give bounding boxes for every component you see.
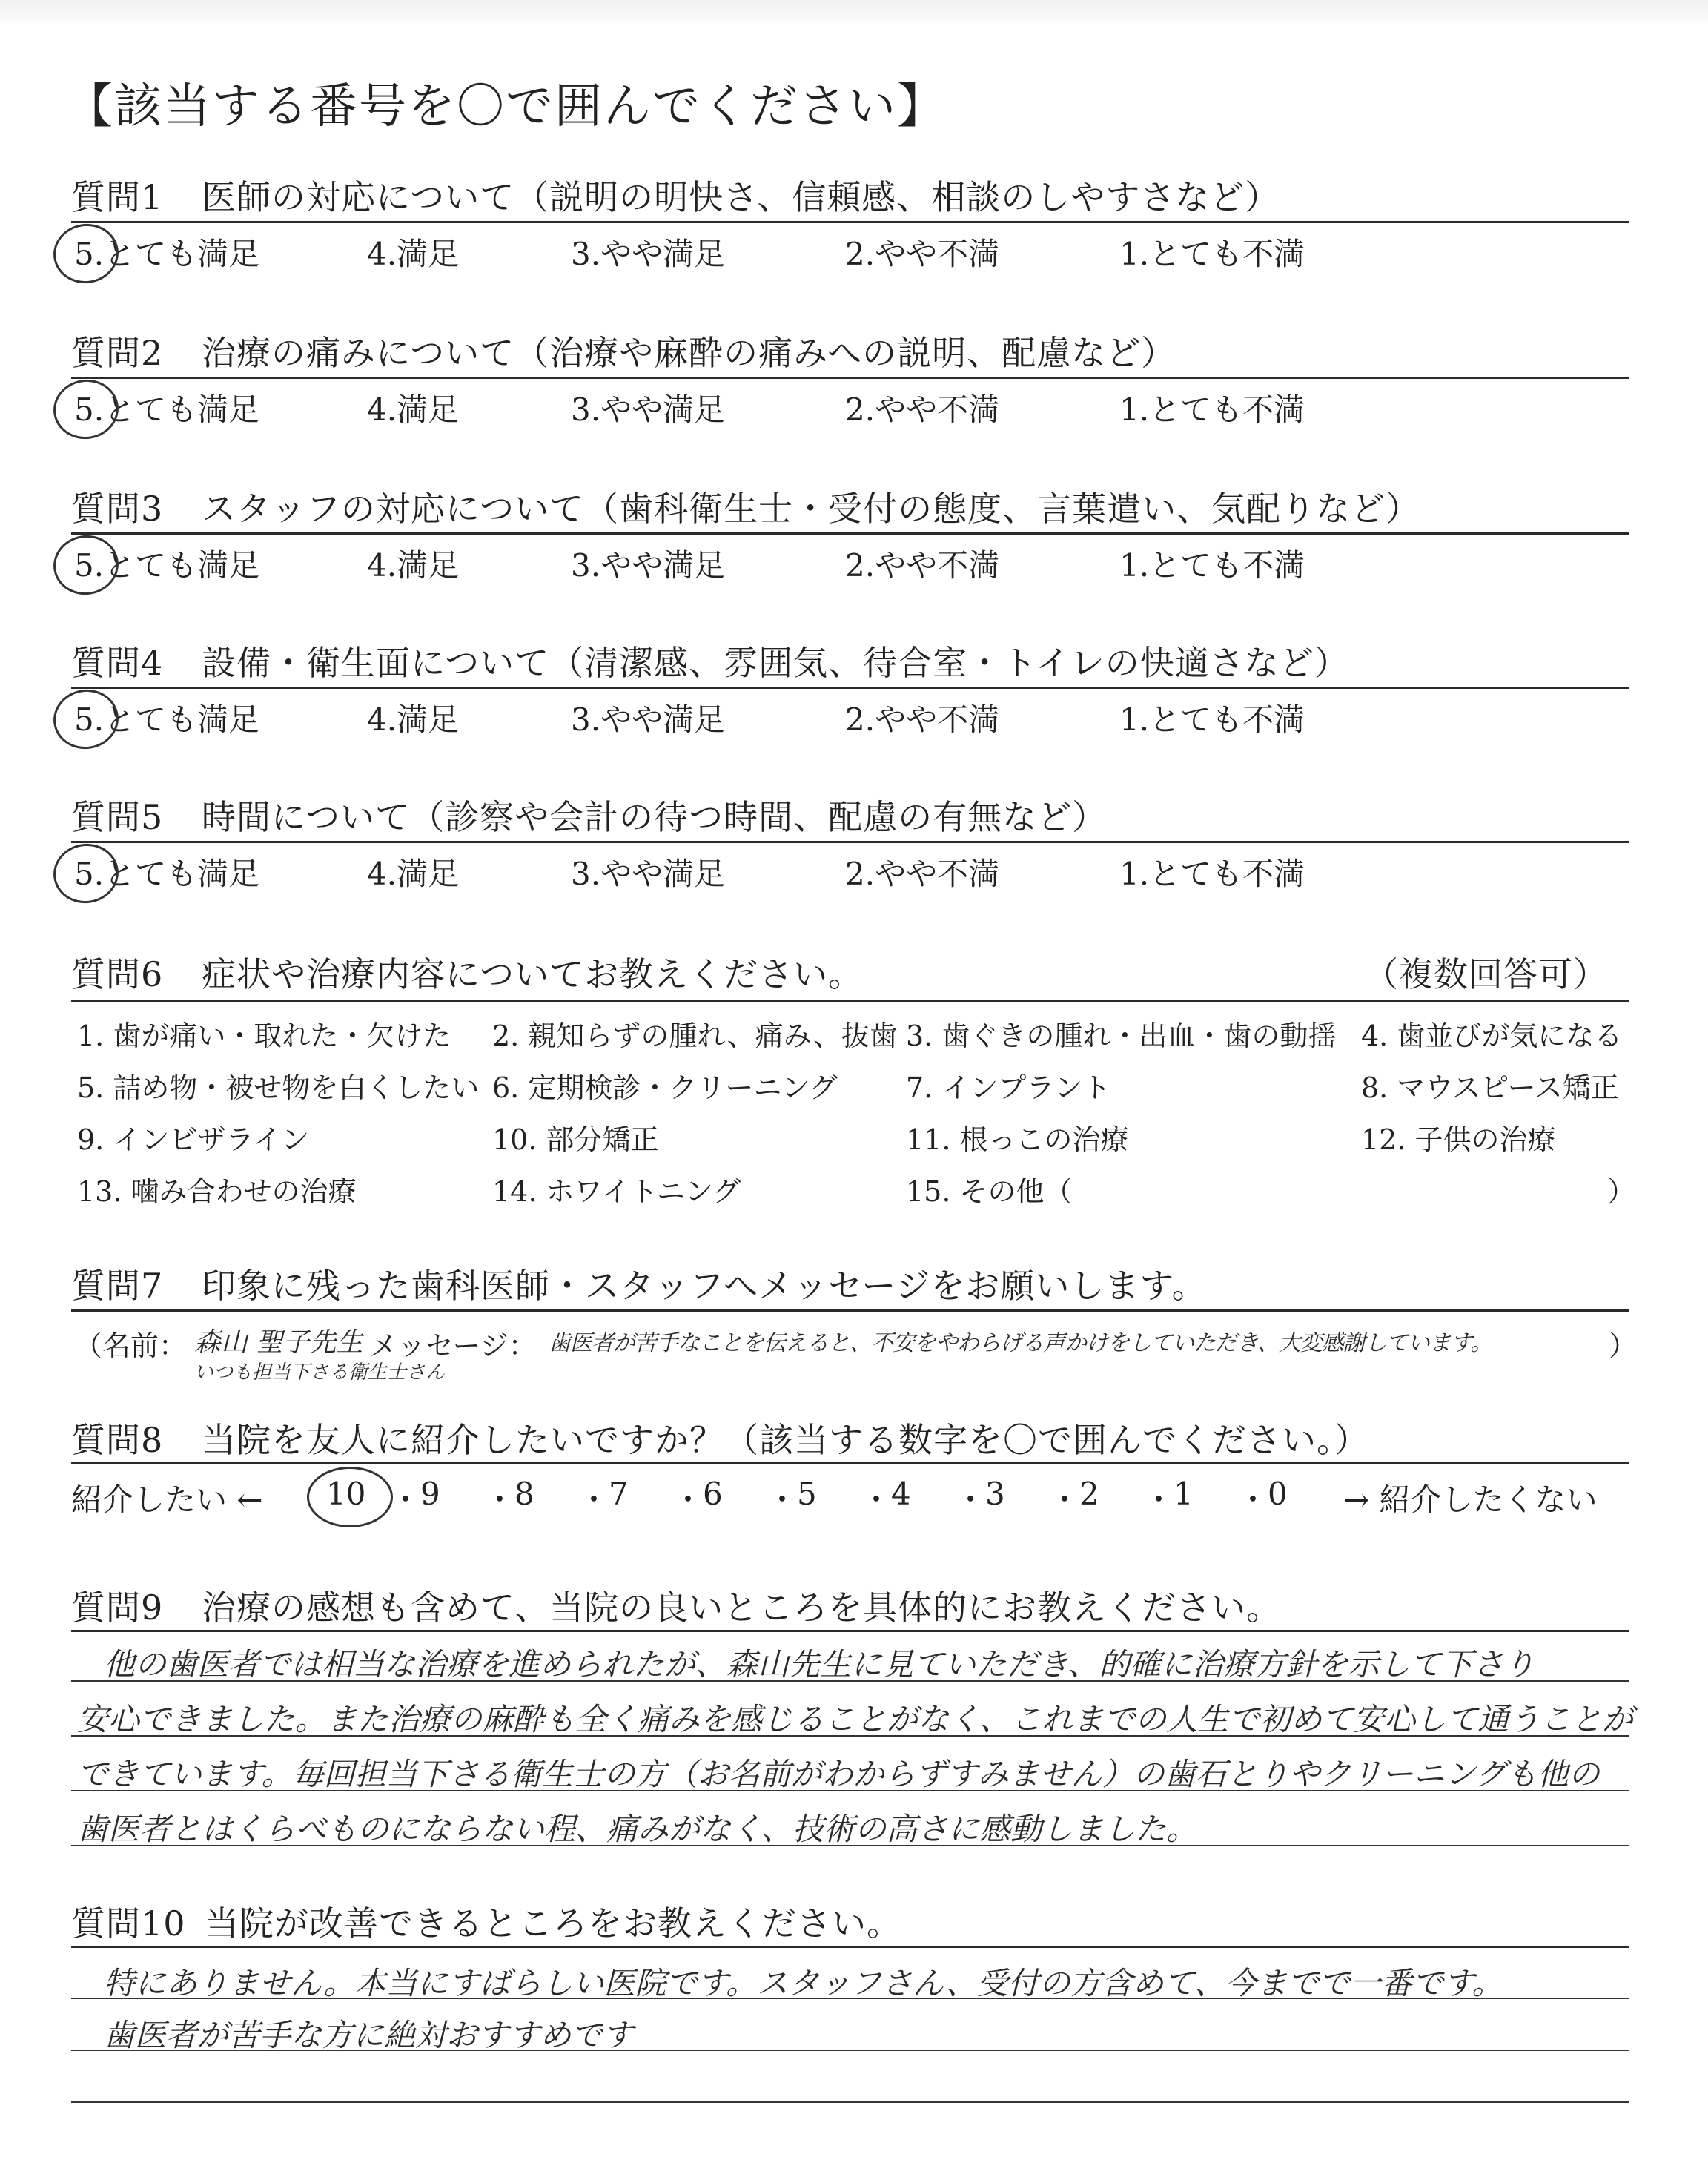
q1-title bbox=[71, 171, 1280, 219]
q4-number: 質問4 bbox=[71, 643, 164, 683]
q10-answer-line[interactable]: 特にありません。本当にすばらしい医院です。スタッフさん、受付の方含めて、今までで一番です。 bbox=[104, 1965, 1503, 2001]
q5-option[interactable]: 4.満足 bbox=[367, 856, 460, 892]
q5-rule bbox=[71, 841, 1629, 843]
q8-scale-separator: ・ bbox=[767, 1482, 798, 1518]
q6-option[interactable]: 14. ホワイトニング bbox=[492, 1175, 741, 1208]
q10-title bbox=[71, 1897, 901, 1946]
q2-rule bbox=[71, 377, 1629, 379]
q8-scale-separator: ・ bbox=[955, 1482, 987, 1518]
q8-scale-separator: ・ bbox=[1237, 1482, 1269, 1518]
q5-number: 質問5 bbox=[71, 797, 164, 837]
q3-option[interactable]: 4.満足 bbox=[367, 547, 460, 584]
q8-title bbox=[71, 1413, 1369, 1462]
q6-option[interactable]: 6. 定期検診・クリーニング bbox=[492, 1071, 838, 1104]
q1-option[interactable]: 2.やや不満 bbox=[845, 236, 1000, 272]
q6-title bbox=[71, 948, 863, 997]
q3-number: 質問3 bbox=[71, 489, 164, 529]
q4-option[interactable]: 2.やや不満 bbox=[845, 701, 1000, 738]
q6-title-text: 症状や治療内容についてお教えください。 bbox=[202, 954, 864, 994]
q8-scale-separator: ・ bbox=[672, 1482, 704, 1518]
q9-rule bbox=[71, 1630, 1629, 1632]
q6-option[interactable]: 7. インプラント bbox=[906, 1071, 1111, 1104]
q8-scale-value[interactable]: 10 bbox=[326, 1476, 366, 1512]
q8-scale-value[interactable]: 9 bbox=[420, 1476, 440, 1512]
q4-title bbox=[71, 636, 1349, 685]
q9-title-text: 治療の感想も含めて、当院の良いところを具体的にお教えください。 bbox=[202, 1588, 1282, 1628]
q8-scale-value[interactable]: 6 bbox=[703, 1476, 723, 1512]
q3-option[interactable]: 1.とても不満 bbox=[1119, 547, 1305, 584]
q6-option[interactable]: 3. 歯ぐきの腫れ・出血・歯の動揺 bbox=[906, 1020, 1337, 1052]
q4-option[interactable]: 4.満足 bbox=[367, 701, 460, 738]
q5-option[interactable]: 2.やや不満 bbox=[845, 856, 1000, 892]
q8-left-label: 紹介したい ← bbox=[71, 1482, 263, 1518]
q8-scale-value[interactable]: 1 bbox=[1174, 1476, 1194, 1512]
q7-close-paren: ） bbox=[1609, 1330, 1638, 1362]
q10-number: 質問10 bbox=[71, 1903, 186, 1943]
q2-option[interactable]: 3.やや満足 bbox=[571, 392, 726, 428]
q6-option[interactable]: 9. インビザライン bbox=[77, 1123, 310, 1156]
q6-option[interactable]: 1. 歯が痛い・取れた・欠けた bbox=[77, 1020, 451, 1052]
q2-option[interactable]: 1.とても不満 bbox=[1119, 392, 1305, 428]
q8-scale-value[interactable]: 5 bbox=[797, 1476, 817, 1512]
q2-number: 質問2 bbox=[71, 333, 164, 373]
q6-option[interactable]: 5. 詰め物・被せ物を白くしたい bbox=[77, 1071, 480, 1104]
q2-title-text: 治療の痛みについて（治療や麻酔の痛みへの説明、配慮など） bbox=[202, 333, 1176, 373]
q1-option[interactable]: 1.とても不満 bbox=[1119, 236, 1305, 272]
q1-option[interactable]: 3.やや満足 bbox=[571, 236, 726, 272]
q6-number: 質問6 bbox=[71, 954, 164, 994]
q4-title-text: 設備・衛生面について（清潔感、雰囲気、待合室・トイレの快適さなど） bbox=[202, 643, 1349, 683]
q9-answer-line[interactable]: 他の歯医者では相当な治療を進められたが、森山先生に見ていただき、的確に治療方針を示して下さり bbox=[104, 1646, 1535, 1682]
q3-option[interactable]: 5.とても満足 bbox=[74, 547, 260, 584]
q7-name-value[interactable]: 森山 聖子先生 bbox=[194, 1327, 363, 1358]
q5-option[interactable]: 3.やや満足 bbox=[571, 856, 726, 892]
q7-name-value2[interactable]: いつも担当下さる衛生士さん bbox=[194, 1361, 446, 1384]
q3-title-text: スタッフの対応について（歯科衛生士・受付の態度、言葉遣い、気配りなど） bbox=[202, 489, 1421, 529]
q1-option[interactable]: 5.とても満足 bbox=[74, 236, 260, 272]
q8-scale-value[interactable]: 4 bbox=[891, 1476, 911, 1512]
q4-option[interactable]: 5.とても満足 bbox=[74, 701, 260, 738]
q3-option[interactable]: 2.やや不満 bbox=[845, 547, 1000, 584]
q8-scale-separator: ・ bbox=[861, 1482, 893, 1518]
q9-answer-line[interactable]: できています。毎回担当下さる衛生士の方（お名前がわからずすみません）の歯石とりやクリーニングも他の bbox=[77, 1756, 1600, 1792]
q6-option[interactable]: 2. 親知らずの腫れ、痛み、抜歯 bbox=[492, 1020, 898, 1052]
q5-option[interactable]: 5.とても満足 bbox=[74, 856, 260, 892]
q8-scale-value[interactable]: 2 bbox=[1079, 1476, 1099, 1512]
q9-title bbox=[71, 1581, 1281, 1630]
q8-scale-separator: ・ bbox=[1143, 1482, 1175, 1518]
q3-title bbox=[71, 482, 1420, 531]
q6-option[interactable]: 11. 根っこの治療 bbox=[906, 1123, 1129, 1156]
q8-scale-value[interactable]: 3 bbox=[985, 1476, 1005, 1512]
q10-title-text: 当院が改善できるところをお教えください。 bbox=[205, 1903, 901, 1943]
q2-option[interactable]: 5.とても満足 bbox=[74, 392, 260, 428]
q6-option[interactable]: 13. 噛み合わせの治療 bbox=[77, 1175, 357, 1208]
q8-scale-value[interactable]: 0 bbox=[1268, 1476, 1288, 1512]
q8-scale-value[interactable]: 7 bbox=[609, 1476, 629, 1512]
q6-rule bbox=[71, 1000, 1629, 1002]
q8-title-text: 当院を友人に紹介したいですか？（該当する数字を〇で囲んでください。） bbox=[202, 1420, 1369, 1460]
q5-title bbox=[71, 790, 1107, 839]
q8-selected-circle-mark bbox=[307, 1467, 393, 1527]
q1-title-text: 医師の対応について（説明の明快さ、信頼感、相談のしやすさなど） bbox=[202, 177, 1280, 217]
form-header: 【該当する番号を〇で囲んでください】 bbox=[65, 79, 946, 134]
q7-name-label: （名前： bbox=[74, 1330, 188, 1362]
q2-title bbox=[71, 326, 1176, 375]
q8-scale-value[interactable]: 8 bbox=[514, 1476, 534, 1512]
q7-title bbox=[71, 1259, 1207, 1308]
q4-option[interactable]: 1.とても不満 bbox=[1119, 701, 1305, 738]
q5-title-text: 時間について（診察や会計の待つ時間、配慮の有無など） bbox=[202, 797, 1108, 837]
q8-scale-separator: ・ bbox=[578, 1482, 610, 1518]
q9-number: 質問9 bbox=[71, 1588, 164, 1628]
q1-number: 質問1 bbox=[71, 177, 164, 217]
q10-rule bbox=[71, 1946, 1629, 1948]
q3-option[interactable]: 3.やや満足 bbox=[571, 547, 726, 584]
q6-other-close: ） bbox=[1607, 1175, 1636, 1208]
q7-number: 質問7 bbox=[71, 1266, 164, 1306]
q8-number: 質問8 bbox=[71, 1420, 164, 1460]
q2-option[interactable]: 4.満足 bbox=[367, 392, 460, 428]
scan-top-edge bbox=[0, 0, 1708, 21]
q2-option[interactable]: 2.やや不満 bbox=[845, 392, 1000, 428]
q7-title-text: 印象に残った歯科医師・スタッフへメッセージをお願いします。 bbox=[202, 1266, 1207, 1306]
q4-option[interactable]: 3.やや満足 bbox=[571, 701, 726, 738]
q4-rule bbox=[71, 687, 1629, 689]
q7-rule bbox=[71, 1309, 1629, 1312]
q10-line-rule bbox=[71, 2101, 1629, 2103]
q6-note: （複数回答可） bbox=[1364, 954, 1608, 994]
q8-rule bbox=[71, 1462, 1629, 1464]
q1-option[interactable]: 4.満足 bbox=[367, 236, 460, 272]
q6-option[interactable]: 8. マウスピース矯正 bbox=[1361, 1071, 1619, 1104]
q6-option[interactable]: 10. 部分矯正 bbox=[492, 1123, 659, 1156]
q5-option[interactable]: 1.とても不満 bbox=[1119, 856, 1305, 892]
q6-option[interactable]: 4. 歯並びが気になる bbox=[1361, 1020, 1623, 1052]
q8-scale-separator: ・ bbox=[390, 1482, 422, 1518]
q6-option[interactable]: 12. 子供の治療 bbox=[1361, 1123, 1556, 1156]
q7-message-value[interactable]: 歯医者が苦手なことを伝えると、不安をやわらげる声かけをしていただき、大変感謝しています。 bbox=[549, 1330, 1492, 1356]
q6-option[interactable]: 15. その他（ bbox=[906, 1175, 1073, 1208]
q9-answer-line[interactable]: 安心できました。また治療の麻酔も全く痛みを感じることがなく、これまでの人生で初めて安心して通うことが bbox=[77, 1701, 1634, 1737]
q3-rule bbox=[71, 532, 1629, 535]
q8-scale-separator: ・ bbox=[1049, 1482, 1081, 1518]
q10-answer-line[interactable]: 歯医者が苦手な方に絶対おすすめです bbox=[104, 2017, 634, 2053]
q7-message-label: メッセージ： bbox=[369, 1330, 537, 1362]
q9-answer-line[interactable]: 歯医者とはくらべものにならない程、痛みがなく、技術の高さに感動しました。 bbox=[77, 1811, 1198, 1847]
q1-rule bbox=[71, 221, 1629, 223]
q8-right-label: → 紹介したくない bbox=[1343, 1482, 1598, 1518]
q8-scale-separator: ・ bbox=[484, 1482, 516, 1518]
